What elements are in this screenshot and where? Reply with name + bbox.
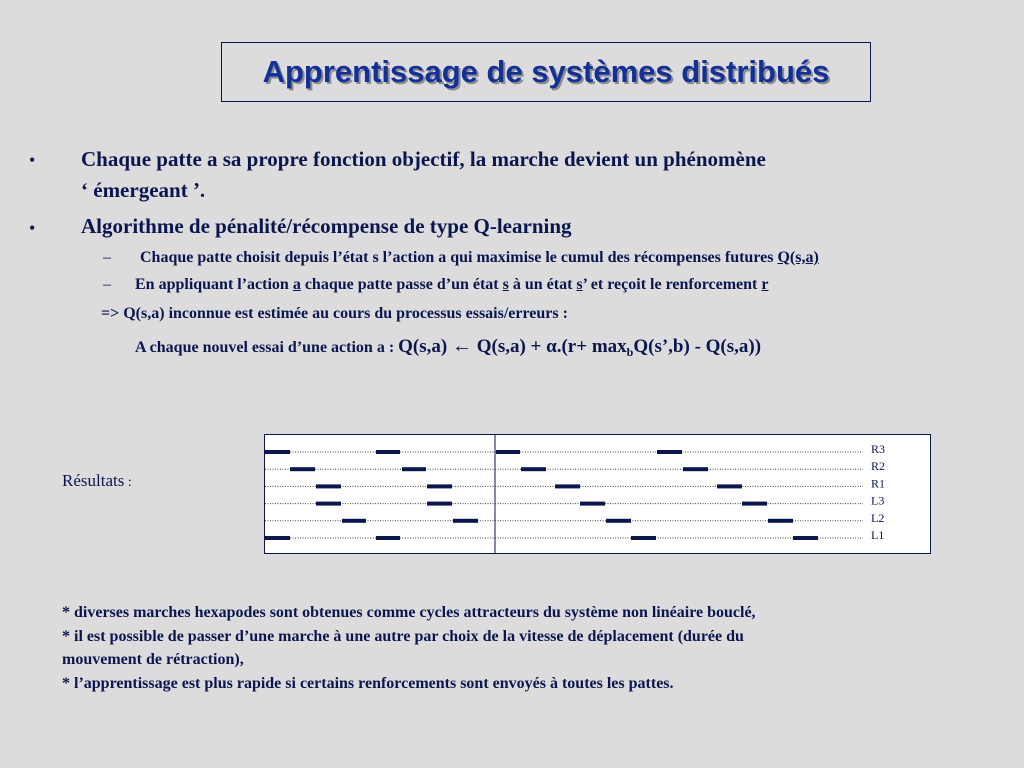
gait-bar-r2-1: [402, 467, 426, 471]
gait-label-l1: L1: [871, 528, 885, 542]
sub-bullet-2-u3: s: [576, 276, 583, 293]
sub-bullet-2-u2: s: [502, 276, 509, 293]
gait-bar-r3-1: [376, 450, 400, 454]
gait-bar-r3-3: [657, 450, 682, 454]
sub-bullet-2-t4: ’ et reçoit le renforcement: [582, 276, 762, 293]
sub-bullet-marker-2: –: [103, 276, 111, 293]
gait-bar-r1-0: [316, 484, 341, 488]
sub-bullet-1: [140, 249, 819, 267]
formula-lhs: Q(s,a): [398, 336, 452, 357]
gait-bar-r1-3: [717, 484, 742, 488]
gait-bar-r3-0: [265, 450, 290, 454]
sub-bullet-marker-1: –: [103, 249, 111, 266]
bullet-2-text: Algorithme de pénalité/récompense de type Q-learning: [81, 214, 572, 238]
formula-sub: b: [626, 345, 634, 360]
title-box: [221, 42, 871, 102]
note-3: mouvement de rétraction),: [62, 651, 244, 668]
sub-bullet-2-u1: a: [292, 276, 301, 293]
gait-bar-l1-0: [265, 536, 290, 540]
estimate-line: => Q(s,a) inconnue est estimée au cours du processus essais/erreurs :: [101, 305, 568, 322]
gait-bar-l1-2: [631, 536, 656, 540]
gait-bar-r2-0: [290, 467, 315, 471]
gait-bar-r2-3: [683, 467, 708, 471]
gait-bar-r1-1: [427, 484, 452, 488]
sub-bullet-1-text: Chaque patte choisit depuis l’état s l’action a qui maximise le cumul des récompenses futures: [140, 249, 778, 266]
gait-chart: [264, 434, 931, 554]
results-label-text: Résultats: [62, 471, 125, 490]
sub-bullet-1-q: Q(s,a): [777, 249, 819, 266]
formula-prefix: A chaque nouvel essai d’une action a :: [135, 339, 399, 356]
gait-label-r2: R2: [871, 459, 886, 474]
sub-bullet-2-t3: à un état: [508, 276, 577, 293]
gait-label-r3: R3: [871, 442, 886, 456]
formula-rhs3: Q(s’,b) - Q(s,a)): [633, 336, 762, 357]
gait-bar-l3-3: [742, 502, 767, 506]
gait-bar-r1-2: [555, 484, 580, 488]
note-1: * diverses marches hexapodes sont obtenues comme cycles attracteurs du système non linéaire bouclé,: [62, 604, 756, 621]
sub-bullet-2-u4: r: [761, 276, 769, 293]
gait-bar-l2-2: [606, 519, 631, 523]
gait-bar-l3-1: [427, 502, 452, 506]
gait-label-l2: L2: [871, 510, 885, 525]
formula-alpha: α: [546, 336, 557, 357]
formula-rhs2: .(r+ max: [556, 336, 627, 357]
results-colon: :: [124, 475, 132, 490]
gait-label-l3: L3: [871, 493, 885, 508]
gait-chart-svg: [265, 435, 930, 553]
bullet-marker-2: •: [29, 218, 36, 238]
gait-bar-l2-1: [453, 519, 478, 523]
gait-bar-l1-1: [376, 536, 400, 540]
gait-bar-l2-3: [768, 519, 793, 523]
results-label: [62, 471, 132, 491]
notes: [62, 601, 942, 695]
sub-bullet-2: [135, 276, 768, 294]
gait-bar-l2-0: [342, 519, 366, 523]
bullet-marker-1: •: [29, 150, 36, 170]
gait-bar-l1-3: [793, 536, 818, 540]
formula: [135, 335, 761, 360]
gait-bar-r2-2: [521, 467, 546, 471]
gait-bar-r3-2: [496, 450, 520, 454]
bullet-1-line1: Chaque patte a sa propre fonction objectif, la marche devient un phénomène: [81, 147, 766, 171]
slide-title: Apprentissage de systèmes distribués: [262, 54, 830, 89]
gait-label-r1: R1: [871, 476, 886, 491]
sub-bullet-2-t2: chaque patte passe d’un état: [300, 276, 503, 293]
sub-bullet-2-t1: En appliquant l’action: [135, 276, 293, 293]
note-4: * l’apprentissage est plus rapide si certains renforcements sont envoyés à toutes les pattes.: [62, 674, 674, 692]
gait-bar-l3-2: [580, 502, 605, 506]
gait-bar-l3-0: [316, 502, 341, 506]
formula-rhs1: Q(s,a) +: [471, 336, 547, 357]
note-2: * il est possible de passer d’une marche à une autre par choix de la vitesse de déplacement (durée du: [62, 627, 744, 645]
formula-arrow: ←: [451, 335, 472, 357]
bullet-1-line2: ‘ émergeant ’.: [81, 178, 206, 202]
